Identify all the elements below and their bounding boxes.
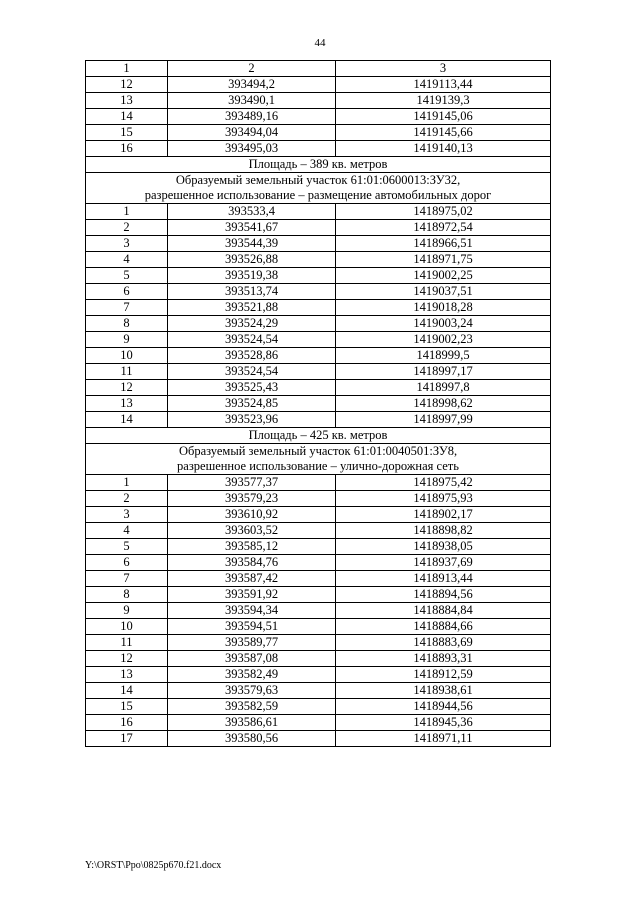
table-row [86,475,551,491]
point-number-cell: 16 [86,141,168,157]
y-coordinate-cell: 1418883,69 [336,635,551,651]
point-number-cell: 3 [86,236,168,252]
x-coordinate-cell: 393579,63 [168,683,336,699]
table-row [86,348,551,364]
y-coordinate-cell: 1418884,66 [336,619,551,635]
section-title-line: разрешенное использование – улично-дорожная сеть [177,459,459,473]
table-row [86,109,551,125]
table-row [86,555,551,571]
point-number-cell: 14 [86,683,168,699]
section-title-line: Образуемый земельный участок 61:01:0600013:ЗУ32, [175,173,461,187]
y-coordinate-cell: 1418975,93 [336,491,551,507]
x-coordinate-cell: 393494,04 [168,125,336,141]
y-coordinate-cell: 1419139,3 [336,93,551,109]
table-row [86,364,551,380]
point-number-cell: 6 [86,555,168,571]
point-number-cell: 1 [86,204,168,220]
x-coordinate-cell: 393544,39 [168,236,336,252]
point-number-cell: 4 [86,523,168,539]
y-coordinate-cell: 1418894,56 [336,587,551,603]
y-coordinate-cell: 1418998,62 [336,396,551,412]
x-coordinate-cell: 393524,54 [168,332,336,348]
footer-file-path: Y:\ORST\Ppo\0825p670.f21.docx [85,860,222,871]
table-row [86,300,551,316]
table-row [86,731,551,747]
point-number-cell: 10 [86,348,168,364]
y-coordinate-cell: 1418938,61 [336,683,551,699]
x-coordinate-cell: 393490,1 [168,93,336,109]
table-row [86,571,551,587]
y-coordinate-cell: 1418971,75 [336,252,551,268]
table-row [86,651,551,667]
point-number-cell: 13 [86,93,168,109]
y-coordinate-cell: 1418944,56 [336,699,551,715]
y-coordinate-cell: 1418937,69 [336,555,551,571]
page-number: 44 [314,37,326,49]
x-coordinate-cell: 393524,54 [168,364,336,380]
table-row [86,603,551,619]
x-coordinate-cell: 393495,03 [168,141,336,157]
point-number-cell: 6 [86,284,168,300]
x-coordinate-cell: 393525,43 [168,380,336,396]
y-coordinate-cell: 1419002,23 [336,332,551,348]
x-coordinate-cell: 393603,52 [168,523,336,539]
x-coordinate-cell: 393594,34 [168,603,336,619]
table-header-row [86,61,551,77]
point-number-cell: 8 [86,316,168,332]
table-row [86,220,551,236]
y-coordinate-cell: 1418972,54 [336,220,551,236]
x-coordinate-cell: 393582,59 [168,699,336,715]
x-coordinate-cell: 393591,92 [168,587,336,603]
y-coordinate-cell: 1418966,51 [336,236,551,252]
point-number-cell: 12 [86,77,168,93]
point-number-cell: 11 [86,635,168,651]
x-coordinate-cell: 393489,16 [168,109,336,125]
area-cell: Площадь – 425 кв. метров [86,428,551,444]
table-row [86,539,551,555]
x-coordinate-cell: 393519,38 [168,268,336,284]
x-coordinate-cell: 393587,42 [168,571,336,587]
x-coordinate-cell: 393528,86 [168,348,336,364]
table-row [86,667,551,683]
table-row [86,412,551,428]
point-number-cell: 2 [86,220,168,236]
y-coordinate-cell: 1418893,31 [336,651,551,667]
y-coordinate-cell: 1418902,17 [336,507,551,523]
point-number-cell: 2 [86,491,168,507]
point-number-cell: 15 [86,699,168,715]
point-number-cell: 5 [86,268,168,284]
point-number-cell: 7 [86,571,168,587]
y-coordinate-cell: 1418997,8 [336,380,551,396]
x-coordinate-cell: 393513,74 [168,284,336,300]
header-cell-y: 3 [336,61,551,77]
y-coordinate-cell: 1418975,42 [336,475,551,491]
point-number-cell: 5 [86,539,168,555]
section-title-row [86,173,551,204]
header-cell-x: 2 [168,61,336,77]
section-title-line: разрешенное использование – размещение автомобильных дорог [144,188,492,202]
section-title-row [86,444,551,475]
y-coordinate-cell: 1419145,06 [336,109,551,125]
x-coordinate-cell: 393584,76 [168,555,336,571]
x-coordinate-cell: 393523,96 [168,412,336,428]
point-number-cell: 9 [86,332,168,348]
table-row [86,204,551,220]
y-coordinate-cell: 1419113,44 [336,77,551,93]
point-number-cell: 16 [86,715,168,731]
y-coordinate-cell: 1418898,82 [336,523,551,539]
table-row [86,93,551,109]
point-number-cell: 4 [86,252,168,268]
area-row [86,428,551,444]
header-cell-point-number: 1 [86,61,168,77]
y-coordinate-cell: 1418938,05 [336,539,551,555]
y-coordinate-cell: 1419002,25 [336,268,551,284]
y-coordinate-cell: 1418971,11 [336,731,551,747]
x-coordinate-cell: 393585,12 [168,539,336,555]
table-row [86,236,551,252]
table-row [86,141,551,157]
y-coordinate-cell: 1418884,84 [336,603,551,619]
point-number-cell: 7 [86,300,168,316]
x-coordinate-cell: 393582,49 [168,667,336,683]
x-coordinate-cell: 393586,61 [168,715,336,731]
point-number-cell: 10 [86,619,168,635]
table-row [86,77,551,93]
point-number-cell: 14 [86,412,168,428]
point-number-cell: 11 [86,364,168,380]
point-number-cell: 12 [86,651,168,667]
table-row [86,316,551,332]
table-row [86,396,551,412]
y-coordinate-cell: 1418997,99 [336,412,551,428]
point-number-cell: 13 [86,396,168,412]
table-row [86,491,551,507]
x-coordinate-cell: 393580,56 [168,731,336,747]
point-number-cell: 12 [86,380,168,396]
x-coordinate-cell: 393494,2 [168,77,336,93]
table-row [86,635,551,651]
table-row [86,125,551,141]
section-title-cell [86,173,551,204]
point-number-cell: 9 [86,603,168,619]
y-coordinate-cell: 1418999,5 [336,348,551,364]
y-coordinate-cell: 1418975,02 [336,204,551,220]
table-row [86,699,551,715]
table-row [86,380,551,396]
point-number-cell: 15 [86,125,168,141]
y-coordinate-cell: 1419003,24 [336,316,551,332]
x-coordinate-cell: 393594,51 [168,619,336,635]
table-row [86,715,551,731]
table-row [86,284,551,300]
y-coordinate-cell: 1418945,36 [336,715,551,731]
x-coordinate-cell: 393577,37 [168,475,336,491]
y-coordinate-cell: 1418997,17 [336,364,551,380]
y-coordinate-cell: 1418912,59 [336,667,551,683]
table-row [86,252,551,268]
x-coordinate-cell: 393610,92 [168,507,336,523]
y-coordinate-cell: 1419037,51 [336,284,551,300]
point-number-cell: 8 [86,587,168,603]
section-title-cell [86,444,551,475]
x-coordinate-cell: 393541,67 [168,220,336,236]
table-row [86,332,551,348]
x-coordinate-cell: 393579,23 [168,491,336,507]
x-coordinate-cell: 393533,4 [168,204,336,220]
area-row [86,157,551,173]
table-row [86,523,551,539]
point-number-cell: 14 [86,109,168,125]
section-title-line: Образуемый земельный участок 61:01:0040501:ЗУ8, [178,444,458,458]
x-coordinate-cell: 393589,77 [168,635,336,651]
x-coordinate-cell: 393526,88 [168,252,336,268]
y-coordinate-cell: 1419018,28 [336,300,551,316]
y-coordinate-cell: 1418913,44 [336,571,551,587]
point-number-cell: 1 [86,475,168,491]
coordinates-table [85,60,551,747]
y-coordinate-cell: 1419145,66 [336,125,551,141]
table-row [86,587,551,603]
coordinates-table-body [86,61,551,747]
table-row [86,268,551,284]
x-coordinate-cell: 393521,88 [168,300,336,316]
table-row [86,619,551,635]
point-number-cell: 17 [86,731,168,747]
table-row [86,507,551,523]
table-row [86,683,551,699]
area-cell: Площадь – 389 кв. метров [86,157,551,173]
x-coordinate-cell: 393524,85 [168,396,336,412]
point-number-cell: 13 [86,667,168,683]
x-coordinate-cell: 393587,08 [168,651,336,667]
x-coordinate-cell: 393524,29 [168,316,336,332]
y-coordinate-cell: 1419140,13 [336,141,551,157]
point-number-cell: 3 [86,507,168,523]
